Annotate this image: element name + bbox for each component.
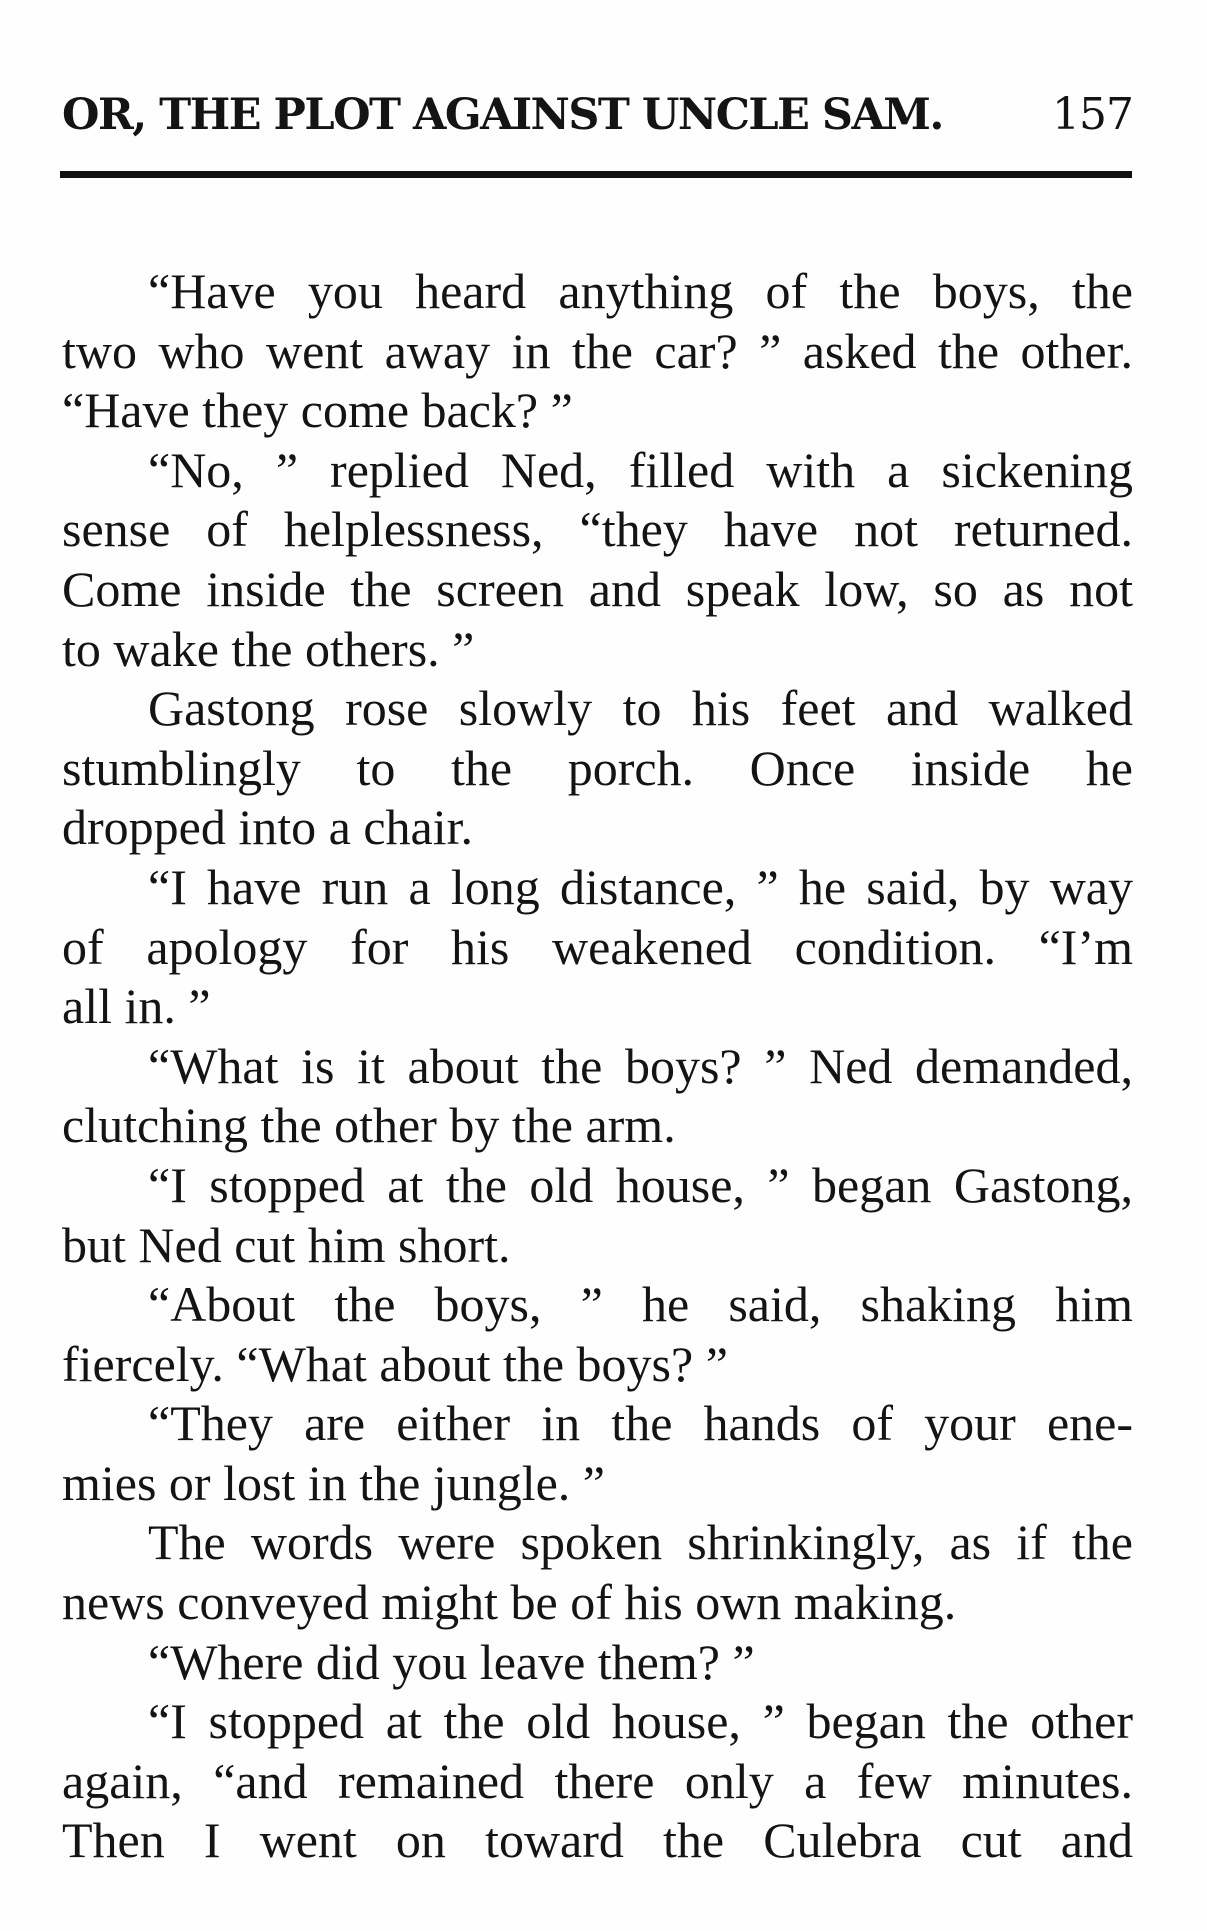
text-line: Then I went on toward the Culebra cut and — [62, 1812, 1133, 1869]
text-line: “I have run a long distance, ” he said, by way — [148, 858, 1133, 915]
paragraph — [62, 1394, 1133, 1513]
running-head: OR, THE PLOT AGAINST UNCLE SAM. — [62, 90, 943, 140]
text-line: “I stopped at the old house, ” began Gastong, — [148, 1156, 1133, 1213]
paragraph — [62, 858, 1133, 1037]
text-line: The words were spoken shrinkingly, as if the — [148, 1514, 1133, 1571]
text-line: but Ned cut him short. — [62, 1216, 511, 1273]
paragraph — [62, 441, 1133, 679]
paragraph — [62, 262, 1133, 441]
paragraph — [62, 1633, 1133, 1693]
text-line: stumblingly to the porch. Once inside he — [62, 739, 1133, 796]
paragraph — [62, 1037, 1133, 1156]
paragraph — [62, 1692, 1133, 1871]
text-line: Come inside the screen and speak low, so as not — [62, 560, 1133, 617]
header-rule — [60, 171, 1132, 178]
text-line: “What is it about the boys? ” Ned demanded, — [148, 1037, 1133, 1094]
paragraph — [62, 679, 1133, 858]
text-line: mies or lost in the jungle. ” — [62, 1454, 605, 1511]
text-line: “I stopped at the old house, ” began the other — [148, 1693, 1133, 1750]
text-line: clutching the other by the arm. — [62, 1097, 676, 1154]
paragraph — [62, 1156, 1133, 1275]
text-line: two who went away in the car? ” asked the other. — [62, 322, 1133, 379]
text-line: “Where did you leave them? ” — [148, 1633, 755, 1690]
page-header — [62, 74, 1133, 140]
body-text — [62, 262, 1133, 1871]
text-line: to wake the others. ” — [62, 620, 475, 677]
paragraph — [62, 1275, 1133, 1394]
text-line: “Have they come back? ” — [62, 382, 573, 439]
text-line: “Have you heard anything of the boys, the — [148, 263, 1133, 319]
text-line: again, “and remained there only a few minutes. — [62, 1752, 1133, 1809]
text-line: dropped into a chair. — [62, 799, 473, 856]
text-line: Gastong rose slowly to his feet and walked — [148, 680, 1133, 737]
text-line: all in. ” — [62, 978, 211, 1035]
text-line: fiercely. “What about the boys? ” — [62, 1335, 728, 1392]
text-line: “No, ” replied Ned, filled with a sickening — [148, 441, 1133, 498]
text-line: “They are either in the hands of your ene- — [148, 1395, 1133, 1452]
text-line: sense of helplessness, “they have not returned. — [62, 501, 1133, 558]
text-line: “About the boys, ” he said, shaking him — [148, 1276, 1133, 1333]
page-number: 157 — [1052, 89, 1133, 140]
paragraph — [62, 1513, 1133, 1632]
text-line: news conveyed might be of his own making. — [62, 1574, 957, 1631]
text-line: of apology for his weakened condition. “I’m — [62, 918, 1133, 975]
